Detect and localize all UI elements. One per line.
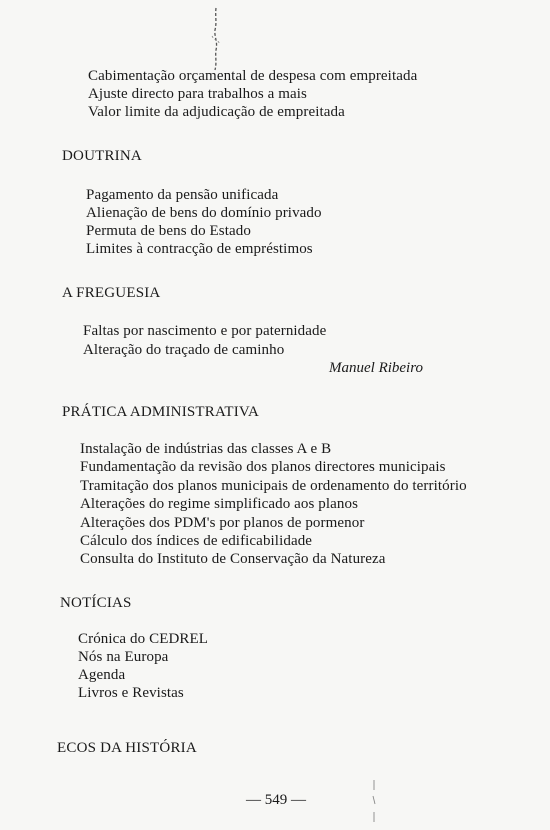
doutrina-item: Limites à contracção de empréstimos — [86, 241, 313, 257]
noticias-item: Nós na Europa — [78, 649, 169, 665]
pratica-item: Fundamentação da revisão dos planos directores municipais — [80, 459, 446, 475]
pratica-item: Cálculo dos índices de edificabilidade — [80, 533, 313, 549]
section-heading-ecos: ECOS DA HISTÓRIA — [57, 740, 197, 756]
freguesia-item: Faltas por nascimento e por paternidade — [83, 323, 327, 339]
pratica-item: Instalação de indústrias das classes A e B — [80, 441, 332, 457]
section-heading-pratica: PRÁTICA ADMINISTRATIVA — [62, 404, 260, 420]
intro-item: Ajuste directo para trabalhos a mais — [88, 86, 307, 102]
noticias-item: Livros e Revistas — [78, 685, 184, 701]
pratica-item: Consulta do Instituto de Conservação da Natureza — [80, 551, 386, 567]
noticias-item: Crónica do CEDREL — [78, 631, 209, 647]
doutrina-item: Permuta de bens do Estado — [86, 223, 251, 239]
scan-speck-mark — [370, 778, 378, 824]
section-heading-noticias: NOTÍCIAS — [60, 595, 132, 611]
noticias-item: Agenda — [78, 667, 126, 683]
section-heading-doutrina: DOUTRINA — [62, 148, 142, 164]
pratica-item: Alterações do regime simplificado aos planos — [80, 496, 359, 512]
page-number: — 549 — — [246, 792, 306, 808]
intro-item: Cabimentação orçamental de despesa com empreitada — [88, 68, 418, 84]
pratica-item: Tramitação dos planos municipais de ordenamento do território — [80, 478, 467, 494]
intro-item: Valor limite da adjudicação de empreitada — [88, 104, 345, 120]
section-heading-freguesia: A FREGUESIA — [62, 285, 161, 301]
doutrina-item: Alienação de bens do domínio privado — [86, 205, 322, 221]
freguesia-item: Alteração do traçado de caminho — [83, 342, 285, 358]
doutrina-item: Pagamento da pensão unificada — [86, 187, 279, 203]
author-name: Manuel Ribeiro — [329, 360, 424, 376]
ink-smudge-mark — [206, 6, 226, 74]
pratica-item: Alterações dos PDM's por planos de pormenor — [80, 515, 365, 531]
